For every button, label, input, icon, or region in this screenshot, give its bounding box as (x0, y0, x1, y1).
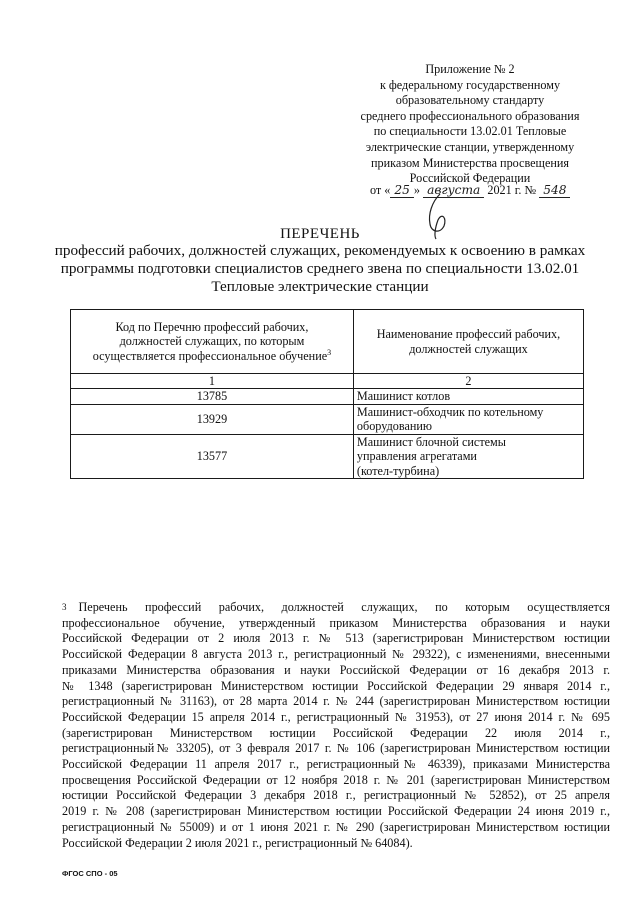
footnote-line: профессиональное обучение, утвержденный приказом Министерства образования и науки (62, 615, 610, 630)
footnote-line: юстиции Российской Федерации 3 декабря 2018 г., регистрационный № 52852), от 25 апреля (62, 788, 610, 803)
footnote-line: просвещения Российской Федерации от 12 ноября 2018 г. № 201 (зарегистрирован Министерством (62, 772, 610, 787)
column-number: 2 (353, 374, 583, 389)
date-month: августа (423, 183, 484, 198)
appendix-line: к федеральному государственному (379, 77, 561, 92)
footnote-line: регистрационный№ 33205), от 3 февраля 2017 г. № 106 (зарегистрирован Министерством юстиции (62, 741, 610, 756)
column-number-row (71, 374, 584, 389)
footnote-line: Российской Федерации 2 июля 2021 г., регистрационный № 64084). (62, 835, 413, 850)
professions-table (70, 309, 584, 479)
footnote-line: Российской Федерации от 2 июля 2013 г. № 513 (зарегистрирован Министерством юстиции (62, 631, 610, 646)
appendix-line: приказом Министерства просвещения (370, 155, 570, 170)
footnote-line: Российской Федерации 15 апреля 2014 г., регистрационный № 31953), от 27 июня 2014 г. № 695 (62, 709, 610, 724)
footnote (62, 600, 610, 851)
footnote-line (62, 600, 610, 616)
order-date-line (370, 183, 610, 198)
profession-name-line: (котел-турбина) (356, 463, 440, 478)
footnote-line: приказами Министерства образования и науки Российской Федерации от 16 декабря 2013 г. (62, 662, 610, 677)
profession-name (353, 389, 583, 405)
appendix-line: Российской Федерации (409, 171, 531, 186)
profession-name-line: Машинист котлов (356, 389, 451, 403)
header-code-line: Код по Перечню профессий рабочих, (115, 319, 309, 334)
header-code-line (77, 349, 347, 364)
order-number: 548 (539, 183, 570, 198)
profession-name-line: Машинист-обходчик по котельному (356, 404, 544, 419)
header-code-line: должностей служащих, по которым (119, 334, 305, 349)
footnote-line: (зарегистрирован Министерством юстиции Российской Федерации 22 июля 2014 г., (62, 725, 610, 740)
profession-name (353, 404, 583, 434)
footnote-line: Российской Федерации 11 апреля 2017 г., регистрационный№ 46339), приказами Министерства (62, 757, 610, 772)
date-prefix: от « (370, 183, 391, 197)
profession-name-line: управления агрегатами (356, 449, 477, 463)
appendix-line: Приложение № 2 (425, 62, 515, 76)
footnote-text: Перечень профессий рабочих, должностей служащих, по которым осуществляется (78, 600, 610, 614)
date-year: 2021 г. № (487, 183, 537, 197)
table-header-row (71, 310, 584, 374)
profession-name-line: оборудованию (356, 419, 433, 433)
date-day: 25 (390, 183, 414, 198)
footnote-line: регистрационный № 55009) и от 1 июня 2021 г. № 290 (зарегистрирован Министерством юстиции (62, 819, 610, 834)
table-row (71, 389, 584, 405)
footnote-mark: 3 (62, 602, 67, 612)
subtitle-line: программы подготовки специалистов среднего звена по специальности 13.02.01 (60, 260, 580, 277)
profession-code: 13577 (71, 434, 354, 479)
document-subtitle (50, 242, 590, 296)
date-mid: » (413, 183, 421, 197)
appendix-line: среднего профессионального образования (360, 108, 580, 123)
table-row (71, 404, 584, 434)
appendix-line: по специальности 13.02.01 Тепловые (373, 124, 567, 139)
subtitle-line: профессий рабочих, должностей служащих, рекомендуемых к освоению в рамках (54, 242, 586, 259)
footnote-line: 2019 г. № 208 (зарегистрирован Министерством юстиции Российской Федерации 24 июня 2019 г., (62, 804, 610, 819)
document-title: ПЕРЕЧЕНЬ (280, 226, 360, 242)
table-row (71, 434, 584, 479)
header-name (353, 310, 583, 374)
page-footer: ФГОС СПО - 05 (62, 869, 118, 878)
profession-code: 13785 (71, 389, 354, 405)
appendix-block (340, 62, 600, 187)
profession-name-line: Машинист блочной системы (356, 434, 506, 449)
footnote-ref: 3 (327, 347, 332, 357)
header-name-line: должностей служащих (409, 341, 528, 356)
footnote-line: № 1348 (зарегистрирован Министерством юстиции Российской Федерации 29 января 2014 г., (62, 678, 610, 693)
footnote-line: Российской Федерации 8 августа 2013 г., регистрационный № 29322), с изменениями, внесенными (62, 647, 610, 662)
header-code (71, 310, 354, 374)
appendix-line: образовательному стандарту (395, 93, 545, 108)
footnote-line: регистрационный № 31163), от 28 марта 2014 г. № 244 (зарегистрирован Министерством юстиции (62, 694, 610, 709)
header-code-text: осуществляется профессиональное обучение (92, 348, 328, 363)
appendix-line: электрические станции, утвержденному (365, 139, 575, 154)
subtitle-line: Тепловые электрические станции (211, 278, 429, 295)
profession-code: 13929 (71, 404, 354, 434)
column-number: 1 (71, 374, 354, 389)
header-name-line: Наименование профессий рабочих, (376, 327, 561, 341)
profession-name (353, 434, 583, 479)
